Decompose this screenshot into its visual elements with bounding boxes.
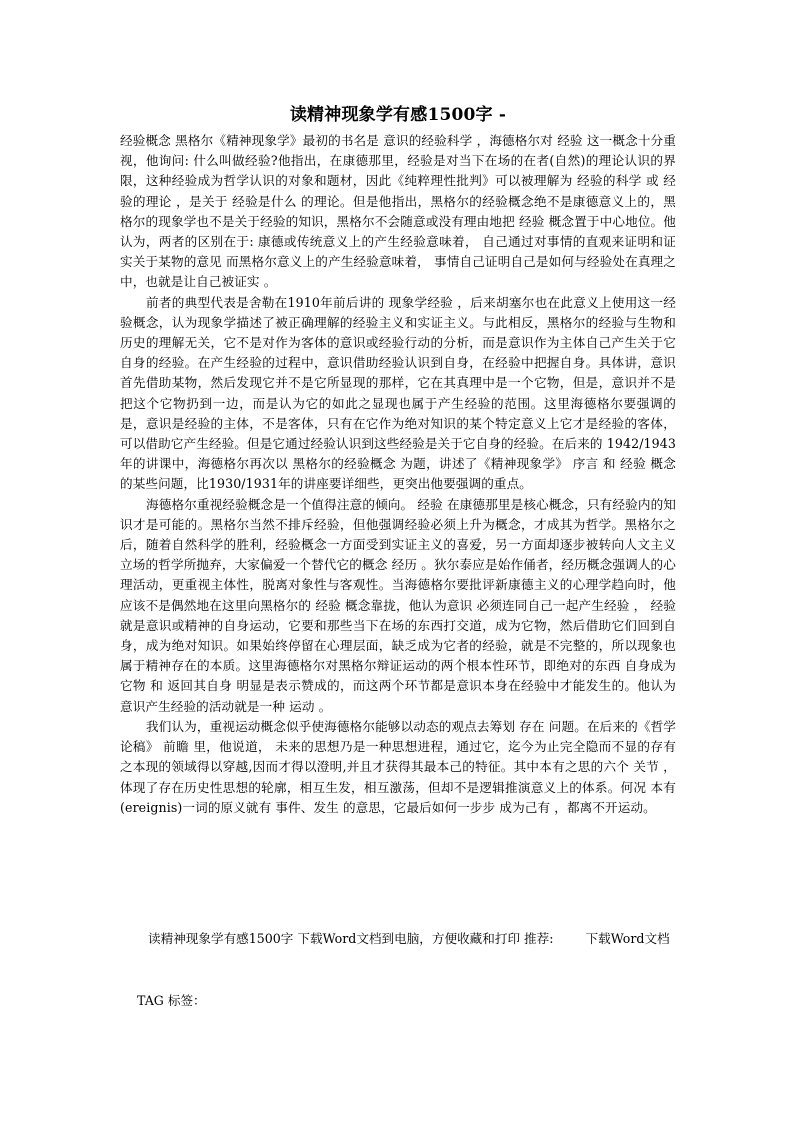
download-footer [120,929,700,949]
paragraph-3: 海德格尔重视经验概念是一个值得注意的倾向。 经验 在康德那里是核心概念，只有经验内的知识才是可能的。黑格尔当然不排斥经验，但他强调经验必须上升为概念，才成其为哲学。黑格尔之后，随着自然科学的胜利，经验概念一方面受到实证主义的喜爱，另一方面却逐步被转向人文主义立场的哲学所抛弃，大家偏爱一个替代它的概念 经历 。狄尔泰应是始作俑者，经历概念强调人的心理活动，更重视主体性，脱离对象性与客观性。当海德格尔要批评新康德主义的心理学趋向时，他应该不是偶然地在这里向黑格尔的 经验 概念靠拢，他认为意识 必须连同自己一起产生经验 ， 经验 就是意识或精神的自身运动，它要和那些当下在场的东西打交道，成为它物，然后借助它们回到自身，成为绝对知识。如果始终停留在心理层面，缺乏成为它者的经验，就是不完整的，所以现象也属于精神存在的本质。这里海德格尔对黑格尔辩证运动的两个根本性环节，即绝对的东西 自身成为它物 和 返回其自身 明显是表示赞成的，而这两个环节都是意识本身在经验中才能发生的。他认为意识产生经验的活动就是一种 运动 。 [120,496,676,714]
paragraph-4: 我们认为，重视运动概念似乎使海德格尔能够以动态的观点去筹划 存在 问题。在后来的《哲学论稿》 前瞻 里，他说道， 未来的思想乃是一种思想进程，通过它，迄今为止完全隐而不显的存有之本现的领域得以穿越,因而才得以澄明,并且才获得其最本己的特征。其中本有之思的六个 关节 ，体现了存在历史性思想的轮廓，相互生发，相互激荡，但却不是逻辑推演意义上的体系。何况 本有 (ereignis)一词的原义就有 事件、发生 的意思，它最后如何一步步 成为己有 ，都离不开运动。 [120,718,676,815]
footer-text: 读精神现象学有感1500字 下载Word文档到电脑，方便收藏和打印 推荐: [148,931,554,946]
paragraph-1: 经验概念 黑格尔《精神现象学》最初的书名是 意识的经验科学 ，海德格尔对 经验 这一概念十分重视，他询问: 什么叫做经验?他指出，在康德那里，经验是对当下在场的在者(自然)的理论认识的界限，这种经验成为哲学认识的对象和题材，因此《纯粹理性批判》可以被理解为 经验的科学 或 经验的理论 ，是关于 经验是什么 的理论。但是他指出，黑格尔的经验概念绝不是康德意义上的，黑格尔的现象学也不是关于经验的知识，黑格尔不会随意或没有理由地把 经验 概念置于中心地位。他认为，两者的区别在于: 康德或传统意义上的产生经验意味着， 自己通过对事情的直观来证明和证实关于某物的意见 而黑格尔意义上的产生经验意味着， 事情自己证明自己是如何与经验处在真理之中，也就是让自己被证实 。 [120,133,676,290]
document-title: 读精神现象学有感1500字 - [289,105,507,125]
download-word-link[interactable]: 下载Word文档 [585,931,670,946]
document-body [120,131,676,818]
tag-label: TAG 标签： [137,993,206,1008]
paragraph-2: 前者的典型代表是舍勒在1910年前后讲的 现象学经验 ，后来胡塞尔也在此意义上使用这一经验概念，认为现象学描述了被正确理解的经验主义和实证主义。与此相反，黑格尔的经验与生物和历史的理解无关，它不是对作为客体的意识或经验行动的分析，而是意识作为主体自己产生关于它自身的经验。在产生经验的过程中，意识借助经验认识到自身，在经验中把握自身。具体讲，意识首先借助某物，然后发现它并不是它所显现的那样，它在其真理中是一个它物，但是，意识并不是把这个它物扔到一边，而是认为它的如此之显现也属于产生经验的范围。这里海德格尔要强调的是，意识是经验的主体，不是客体，只有在它作为绝对知识的某个特定意义上它才是经验的客体，可以借助它产生经验。但是它通过经验认识到这些经验是关于它自身的经验。在后来的 1942/1943年的讲课中，海德格尔再次以 黑格尔的经验概念 为题，讲述了《精神现象学》 序言 和 经验 概念的某些问题，比1930/1931年的讲座要详细些，更突出他要强调的重点。 [120,294,676,492]
